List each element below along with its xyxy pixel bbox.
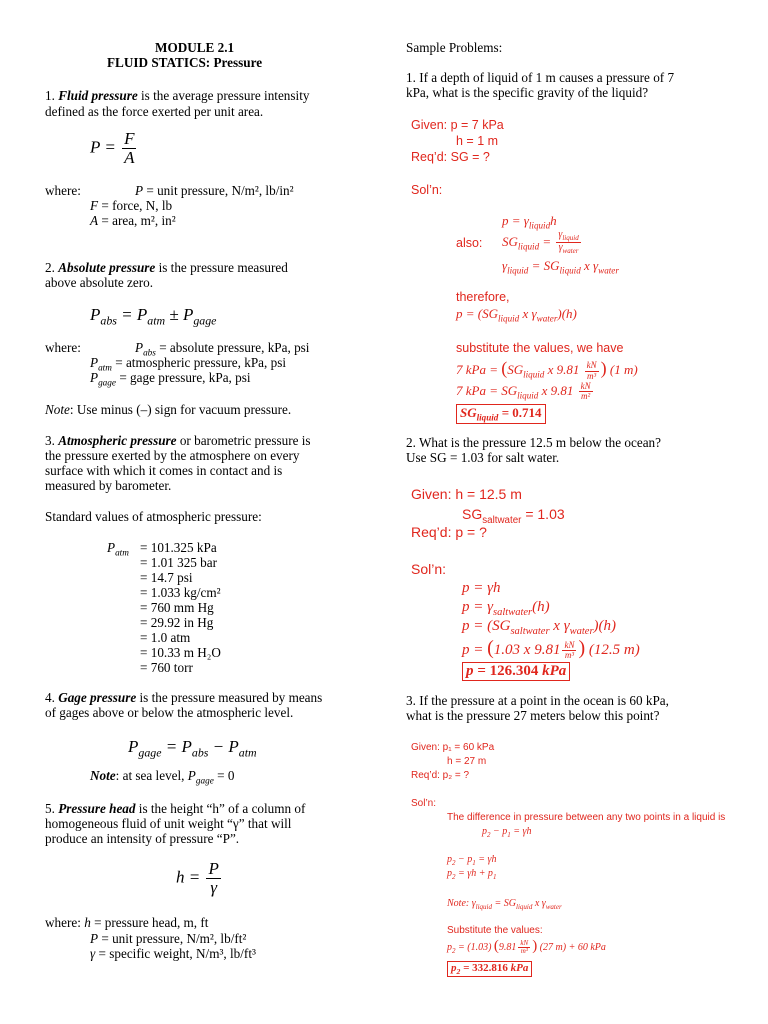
section-number: 1. [45,88,55,103]
atm-value: = 1.01 325 bar [140,555,218,570]
module-title: FLUID STATICS: Pressure [107,55,263,70]
section-text-line: measured by barometer. [45,478,172,493]
definition-F: F = force, N, lb [90,198,173,213]
atm-value: = 760 mm Hg [140,600,214,615]
atm-symbol: $P_{atm}$ [107,540,129,558]
p3-substitute-label: Substitute the values: [447,925,543,936]
atm-value: = 1.0 atm [140,630,191,645]
p2-required: Req’d: p = ? [411,524,487,540]
note-vacuum: Note: Use minus (–) sign for vacuum pressure. [45,402,292,417]
p3-answer: $p_2 = 332.816$ kPa [447,961,532,977]
term-pressure-head: Pressure head [58,801,136,816]
p1-required: Req’d: SG = ? [411,150,490,164]
p3-eq-2: $p_2 - p_1 = \gamma h$ [447,854,497,867]
p2-given-sg: $SG_{saltwater} = 1.03$ [462,506,565,526]
p2-eq-2: $p = \gamma_{saltwater}(h)$ [462,599,550,618]
section-pressure-head: 5. Pressure head is the height “h” of a column of [45,801,306,816]
definition-P2: P = unit pressure, N/m², lb/ft² [90,931,247,946]
problem-3-text: 3. If the pressure at a point in the ocean is 60 kPa, [406,693,669,708]
p1-eq-p-gamma-h: $p = \gamma_{liquid}h$ [502,213,557,231]
p1-therefore-label: therefore, [456,290,510,304]
p2-eq-4: p = (1.03 x 9.81 $\frac{kN}{\text{m³}}$ ) (12.5 m) [462,637,640,661]
p3-given-h: h = 27 m [447,756,487,767]
section-absolute-pressure: 2. Absolute pressure is the pressure measured [45,260,288,275]
p1-given-h: h = 1 m [456,134,499,148]
p1-given: Given: p = 7 kPa [411,118,504,132]
note-sea-level: Note: at sea level, $P_{gage} = 0$ [90,768,235,786]
section-fluid-pressure [45,88,309,104]
p1-answer: $SG_{liquid} = 0.714$ [456,404,546,424]
section-text-line: of gages above or below the atmospheric level. [45,705,294,720]
p1-eq-sg: $SG_{liquid}$ = $\frac{\gamma_{liquid}}{\gamma_{water}}$ [502,229,579,256]
p1-eq-substituted: 7 kPa = ($SG_{liquid}$ x 9.81 $\frac{kN}{\text{m³}}$ ) (1 m) [456,358,638,381]
p2-solution-label: Sol’n: [411,561,447,577]
section-gage-pressure: 4. Gage pressure is the pressure measured by means [45,690,323,705]
term-fluid-pressure: Fluid pressure [58,88,138,103]
section-text-line: homogeneous fluid of unit weight “γ” that will [45,816,292,831]
definition-P: P = unit pressure, N/m², lb/in² [135,183,294,198]
p2-eq-1: p = γh [462,580,501,596]
section-text-line: the pressure exerted by the atmosphere on every [45,448,300,463]
problem-3-text: what is the pressure 27 meters below this point? [406,708,660,723]
atm-value: = 1.033 kg/cm² [140,585,221,600]
term-atmospheric-pressure: Atmospheric pressure [58,433,177,448]
where-label: where: [45,340,81,355]
p1-also-label: also: [456,236,483,250]
problem-2-text: Use SG = 1.03 for salt water. [406,450,560,465]
definition-h: where: h = pressure head, m, ft [45,915,209,930]
problem-1-text: kPa, what is the specific gravity of the liquid? [406,85,649,100]
definition-gamma: γ = specific weight, N/m³, lb/ft³ [90,946,256,961]
p1-eq-solve: 7 kPa = $SG_{liquid}$ x 9.81 $\frac{kN}{\text{m²}}$ [456,381,591,402]
atm-value: = 10.33 m H₂O [140,645,221,660]
p2-answer: p = 126.304 kPa [462,662,570,681]
definition-Pgage: $P_{gage}$ = gage pressure, kPa, psi [90,370,251,388]
section-text-line: defined as the force exerted per unit area. [45,104,264,119]
term-absolute-pressure: Absolute pressure [58,260,156,275]
formula-gage-pressure: $P_{gage} = P_{abs} - P_{atm}$ [128,737,257,760]
module-number: MODULE 2.1 [155,40,235,55]
p1-solution-label: Sol’n: [411,183,443,197]
p3-solution-label: Sol’n: [411,798,437,809]
p1-substitute-label: substitute the values, we have [456,341,624,355]
p3-given: Given: p₁ = 60 kPa [411,742,495,753]
where-label: where: [45,183,81,198]
term-gage-pressure: Gage pressure [58,690,137,705]
sample-problems-title: Sample Problems: [406,40,503,55]
atm-value: = 14.7 psi [140,570,193,585]
section-text-line: surface with which it comes in contact and is [45,463,283,478]
p2-eq-3: $p = (SG_{saltwater}$ x $\gamma_{water})(h)$ [462,618,617,637]
p3-note: Note: $\gamma_{liquid} = SG_{liquid}$ x $\gamma_{water}$ [447,898,562,911]
atm-value: = 29.92 in Hg [140,615,214,630]
atm-value: = 101.325 kPa [140,540,217,555]
section-atmospheric-pressure: 3. Atmospheric pressure or barometric pressure is [45,433,311,448]
p3-difference-text: The difference in pressure between any two points in a liquid is [447,812,726,823]
p1-eq-gamma: $\gamma_{liquid} = SG_{liquid}$ x $\gamma_{water}$ [502,258,619,276]
section-text-line: above absolute zero. [45,275,154,290]
p3-eq-substituted: $p_2 = (1.03)$ (9.81 $\frac{kN}{\text{m³}}$ ) (27 m) + 60 kPa [447,938,606,956]
definition-Patm: $P_{atm}$ = atmospheric pressure, kPa, psi [90,355,286,373]
definition-Pabs: $P_{abs}$ = absolute pressure, kPa, psi [135,340,310,358]
p3-required: Req’d: p₂ = ? [411,770,470,781]
formula-absolute-pressure: $P_{abs} = P_{atm} \pm P_{gage}$ [90,305,217,328]
formula-pressure-head: h = $\frac{P}{\gamma}$ [176,859,219,897]
problem-1-text: 1. If a depth of liquid of 1 m causes a pressure of 7 [406,70,675,85]
problem-2-text: 2. What is the pressure 12.5 m below the ocean? [406,435,662,450]
section-text: is the average pressure intensity [141,88,310,103]
formula-pressure: P = $\frac{F}{A}$ [90,129,135,167]
section-text-line: produce an intensity of pressure “P”. [45,831,240,846]
definition-A: A = area, m², in² [90,213,176,228]
p1-eq-therefore: $p = (SG_{liquid}$ x $\gamma_{water})(h)$ [456,306,577,324]
atm-value: = 760 torr [140,660,193,675]
p2-given: Given: h = 12.5 m [411,486,522,502]
standard-values-title: Standard values of atmospheric pressure: [45,509,262,524]
p3-eq-3: $p_2 = \gamma h + p_1$ [447,868,497,881]
p3-eq-1: $p_2 - p_1 = \gamma h$ [482,826,532,839]
